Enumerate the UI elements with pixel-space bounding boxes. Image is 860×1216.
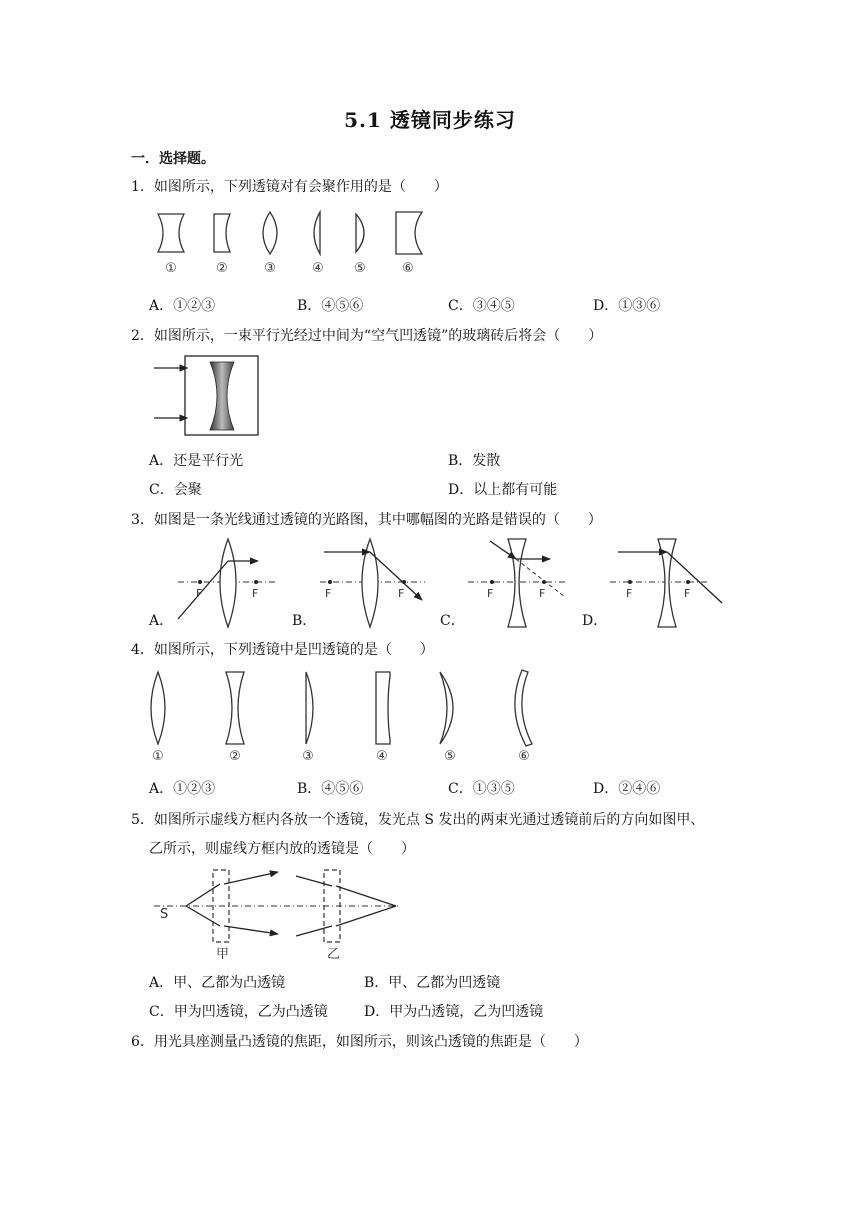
q2-option-c[interactable]: C．会聚: [149, 482, 202, 498]
svg-text:F: F: [487, 587, 494, 600]
question-1-stem: 1．如图所示，下列透镜对有会聚作用的是（ ）: [131, 179, 448, 195]
q4-option-b[interactable]: B．④⑤⑥: [297, 781, 364, 797]
q1-option-c[interactable]: C．③④⑤: [448, 298, 515, 314]
q5-option-b[interactable]: B．甲、乙都为凹透镜: [364, 975, 501, 991]
lens-meniscus-concave: [396, 212, 422, 254]
q5-option-c[interactable]: C．甲为凹透镜，乙为凸透镜: [149, 1004, 328, 1020]
q1-option-d[interactable]: D．①③⑥: [593, 298, 661, 314]
lens-biconvex: [263, 212, 277, 254]
q4-option-a[interactable]: A．①②③: [149, 781, 216, 797]
lens-biconcave: [158, 214, 184, 252]
q2-option-d[interactable]: D．以上都有可能: [448, 482, 558, 498]
question-5-stem-line1: 5．如图所示虚线方框内各放一个透镜，发光点 S 发出的两束光通过透镜前后的方向如图甲、: [131, 812, 705, 828]
svg-text:F: F: [196, 587, 203, 600]
q5-label-yi: 乙: [327, 947, 341, 962]
q1-label-1: ①: [165, 261, 177, 276]
q2-option-a[interactable]: A．还是平行光: [149, 453, 244, 469]
q1-option-b[interactable]: B．④⑤⑥: [297, 298, 364, 314]
svg-text:F: F: [325, 587, 332, 600]
q5-option-d[interactable]: D．甲为凸透镜，乙为凹透镜: [364, 1004, 544, 1020]
q2-option-b[interactable]: B．发散: [448, 453, 501, 469]
question-3-stem: 3．如图是一条光线通过透镜的光路图，其中哪幅图的光路是错误的（ ）: [131, 512, 602, 528]
svg-text:F: F: [252, 587, 259, 600]
question-3-figure: [140, 535, 730, 635]
question-2-stem: 2．如图所示，一束平行光经过中间为“空气凹透镜”的玻璃砖后将会（ ）: [131, 328, 603, 344]
q4-label-6: ⑥: [518, 749, 530, 764]
q4-option-d[interactable]: D．②④⑥: [593, 781, 661, 797]
question-4-stem: 4．如图所示，下列透镜中是凹透镜的是（ ）: [131, 642, 434, 658]
section-heading: 一．选择题。: [131, 151, 215, 167]
svg-text:F: F: [626, 587, 633, 600]
svg-text:F: F: [539, 587, 546, 600]
lens-plano-concave: [214, 214, 230, 252]
lens-plano-convex-right: [356, 214, 364, 252]
question-5-figure: [150, 866, 410, 962]
q4-option-c[interactable]: C．①③⑤: [448, 781, 515, 797]
q1-label-3: ③: [264, 261, 276, 276]
q4-label-3: ③: [302, 749, 314, 764]
q3-option-c[interactable]: C．: [440, 613, 465, 629]
q4-label-5: ⑤: [444, 749, 456, 764]
q4-label-2: ②: [229, 749, 241, 764]
svg-text:F: F: [684, 587, 691, 600]
q3-option-a[interactable]: A．: [149, 613, 174, 629]
question-6-stem: 6．用光具座测量凸透镜的焦距，如图所示，则该凸透镜的焦距是（ ）: [131, 1034, 588, 1050]
question-4-figure: [140, 668, 580, 768]
q3-option-d[interactable]: D．: [582, 613, 608, 629]
q1-label-5: ⑤: [354, 261, 366, 276]
q5-source-label: S: [160, 907, 169, 922]
q1-label-6: ⑥: [402, 261, 414, 276]
page-title: 5.1 透镜同步练习: [344, 108, 516, 132]
q1-label-4: ④: [312, 261, 324, 276]
q4-label-4: ④: [376, 749, 388, 764]
svg-text:F: F: [398, 587, 405, 600]
question-1-figure: [150, 208, 440, 278]
q4-label-1: ①: [152, 749, 164, 764]
q5-label-jia: 甲: [216, 947, 230, 962]
question-5-stem-line2: 乙所示，则虚线方框内放的透镜是（ ）: [149, 841, 415, 857]
q5-option-a[interactable]: A．甲、乙都为凸透镜: [149, 975, 286, 991]
q1-option-a[interactable]: A．①②③: [149, 298, 216, 314]
q3-option-b[interactable]: B．: [292, 613, 317, 629]
question-2-figure: [150, 354, 262, 438]
lens-plano-convex: [314, 212, 320, 254]
q1-label-2: ②: [216, 261, 228, 276]
